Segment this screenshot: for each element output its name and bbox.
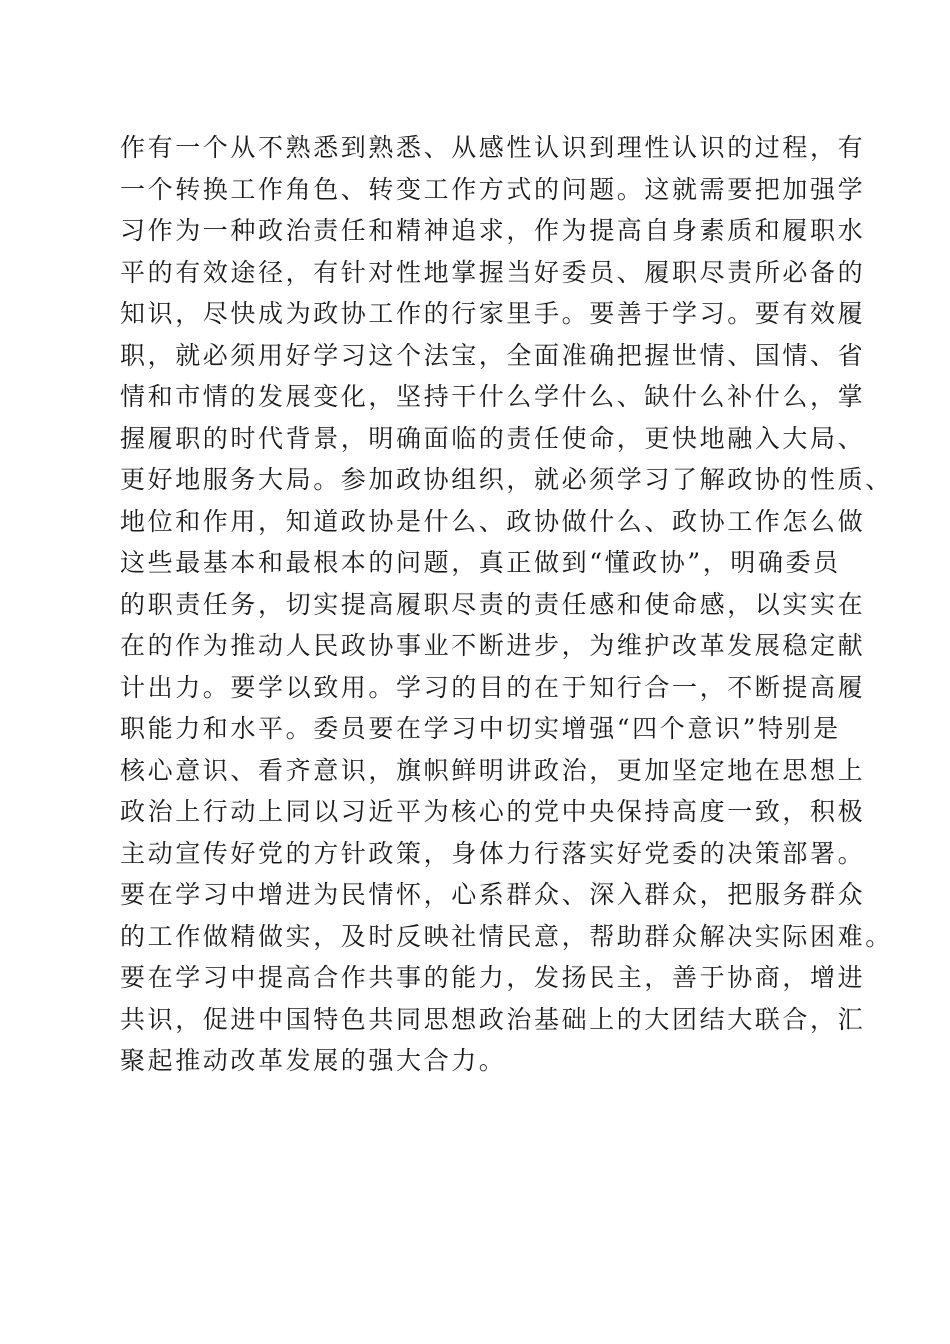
text-line-4: 平的有效途径，有针对性地掌握当好委员、履职尽责所必备的 <box>120 257 866 287</box>
text-line-17: 政治上行动上同以习近平为核心的党中央保持高度一致，积极 <box>120 797 866 826</box>
text-line-21: 要在学习中提高合作共事的能力，发扬民主，善于协商，增进 <box>120 963 866 992</box>
text-line-11: 这些最基本和最根本的问题，真正做到“懂政协”，明确委员 <box>120 548 841 577</box>
text-line-12: 的职责任务，切实提高履职尽责的责任感和使命感，以实实在 <box>120 589 866 619</box>
text-line-23: 聚起推动改革发展的强大合力。 <box>120 1046 507 1075</box>
text-line-7: 情和市情的发展变化，坚持干什么学什么、缺什么补什么，掌 <box>120 382 866 411</box>
text-line-19: 要在学习中增进为民情怀，心系群众、深入群众，把服务群众 <box>120 880 866 909</box>
text-line-1: 作有一个从不熟悉到熟悉、从感性认识到理性认识的过程，有 <box>120 133 866 162</box>
text-line-13: 在的作为推动人民政协事业不断进步，为维护改革发展稳定献 <box>120 631 866 660</box>
text-line-5: 知识，尽快成为政协工作的行家里手。要善于学习。要有效履 <box>120 299 866 328</box>
text-line-10: 地位和作用，知道政协是什么、政协做什么、政协工作怎么做 <box>120 506 866 536</box>
text-line-6: 职，就必须用好学习这个法宝，全面准确把握世情、国情、省 <box>120 340 866 370</box>
text-line-20: 的工作做精做实，及时反映社情民意，帮助群众解决实际困难。 <box>120 921 893 951</box>
text-line-2: 一个转换工作角色、转变工作方式的问题。这就需要把加强学 <box>120 174 866 204</box>
text-line-14: 计出力。要学以致用。学习的目的在于知行合一，不断提高履 <box>120 672 866 702</box>
text-line-15: 职能力和水平。委员要在学习中切实增强“四个意识”特别是 <box>120 714 841 743</box>
text-line-18: 主动宣传好党的方针政策，身体力行落实好党委的决策部署。 <box>120 838 866 868</box>
text-line-16: 核心意识、看齐意识，旗帜鲜明讲政治，更加坚定地在思想上 <box>120 755 866 785</box>
text-line-3: 习作为一种政治责任和精神追求，作为提高自身素质和履职水 <box>120 216 866 245</box>
text-line-8: 握履职的时代背景，明确面临的责任使命，更快地融入大局、 <box>120 423 866 453</box>
body-paragraph <box>120 127 893 1082</box>
text-line-22: 共识，促进中国特色共同思想政治基础上的大团结大联合，汇 <box>120 1004 866 1034</box>
text-line-9: 更好地服务大局。参加政协组织，就必须学习了解政协的性质、 <box>120 465 893 494</box>
